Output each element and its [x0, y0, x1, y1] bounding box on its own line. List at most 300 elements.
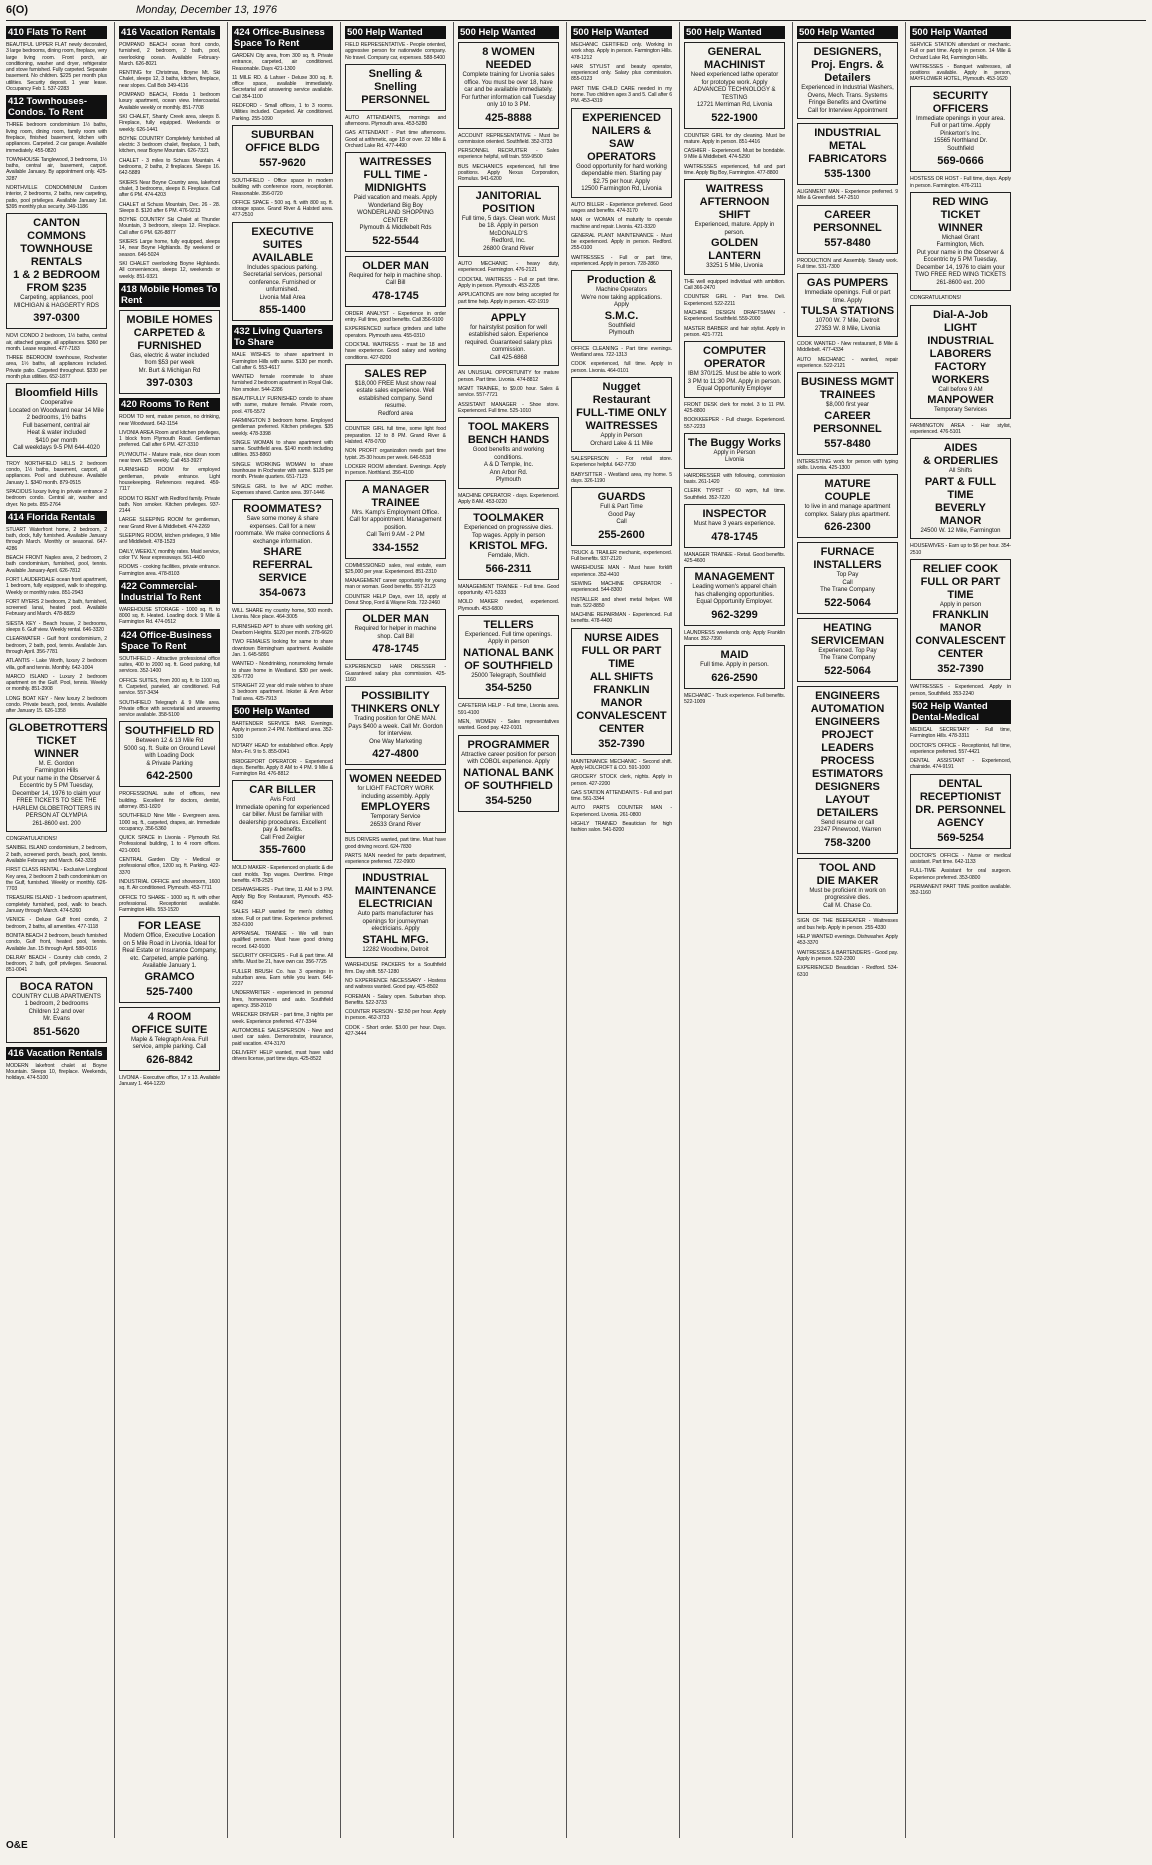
classified-ad: COMMISSIONED sales, real estate, earn $25,000 per year. Experienced. 851-2310 [345, 562, 446, 575]
ad-line: Call weekdays 9-5 PM 644-4020 [13, 445, 100, 452]
classified-ad: ATLANTIS - Lake Worth, luxury 2 bedroom villa, golf and tennis. Monthly. 642-1004 [6, 658, 107, 671]
classified-ad: NOVI CONDO 2 bedroom, 1½ baths, central air, attached garage, all appliances. $360 per month. Lease required. 477-7183 [6, 333, 107, 352]
display-ad [910, 86, 1011, 173]
ad-line: Call 425-6868 [489, 354, 528, 361]
ad-line: ENGINEERS [815, 689, 880, 702]
display-ad [684, 179, 785, 275]
ad-line: OLDER MAN [362, 613, 429, 626]
classified-ad: POMPANO BEACH, Florida 1 bedroom luxury apartment, ocean view. Intercoastal. Available weekly or monthly. 851-7708 [119, 92, 220, 111]
classified-ad: TROY NORTHFIELD HILLS 2 bedroom condo, 1½ baths, basement, carport, all appliances. Pool and clubhouse. Available January 1. $340 month. 879-0515 [6, 460, 107, 486]
ad-line: 15565 Northland Dr. [933, 138, 988, 145]
classified-ad: CHALET at Schuss Mountain, Dec. 26 - 28. Sleeps 8. $120 after 6 PM. 476-9213 [119, 201, 220, 214]
classified-ad: GROCERY STOCK clerk, nights. Apply in person. 427-2200 [571, 774, 672, 787]
classified-ad: CENTRAL Garden City - Medical or professional office, 1200 sq. ft. Parking. 422-3370 [119, 857, 220, 876]
classified-ad: TREASURE ISLAND - 1 bedroom apartment, completely furnished, pool, walk to beach. January through March. 474-5260 [6, 895, 107, 915]
ad-line: FROM $235 [26, 282, 87, 295]
ad-line: COUNTRY CLUB APARTMENTS [12, 993, 101, 1000]
classified-ad: SINGLE WOMAN to share apartment with same. Southfield area. $140 month including utilities. 353-8860 [232, 439, 333, 459]
ad-line: for LIGHT FACTORY WORK including assembly. Apply [357, 786, 434, 800]
column-divider [679, 22, 680, 1838]
display-ad [684, 645, 785, 689]
display-ad [232, 125, 333, 174]
ad-phone: 758-3200 [824, 836, 871, 849]
ad-phone: 569-0666 [937, 155, 984, 168]
display-ad [232, 499, 333, 604]
classified-ad: MARCO ISLAND - Luxury 2 bedroom apartment on the Gulf. Pool, tennis. Weekly or monthly. 851-3908 [6, 673, 107, 693]
ad-line: Call before 9 AM [938, 386, 983, 393]
ad-line: CANTON COMMONS [27, 217, 86, 243]
display-ad [458, 42, 559, 129]
ad-phone: 427-4800 [372, 748, 419, 761]
ad-line: The Trane Company [820, 587, 875, 594]
classified-ad: NON PROFIT organization needs part time typist. 25-30 hours per week. 646-5518 [345, 448, 446, 461]
display-ad [345, 480, 446, 559]
classified-ad: LAUNDRESS weekends only. Apply Franklin Manor. 352-7390 [684, 629, 785, 642]
ad-line: FOR LEASE [138, 920, 201, 933]
ad-line: Maple & Telegraph Area. Full service, ample parking. Call [131, 1036, 208, 1051]
classified-column [910, 24, 1011, 1834]
ad-phone: 522-5064 [824, 664, 871, 677]
ad-line: Immediate opening for experienced car biller. Must be familiar with dealership procedures. Excellent pay & benefits. [235, 804, 330, 834]
classified-ad: 11 MILE RD. & Lahser - Deluxe 300 sq. ft. office space, available immediately. Secretarial and answering service available. Call 354-1100 [232, 74, 333, 100]
ad-line: TELLERS [483, 618, 534, 631]
ad-line: NAILERS & [591, 124, 652, 137]
ad-line: DESIGNERS, Proj. Engrs. & Detailers [811, 46, 884, 84]
ad-line: HEATING [823, 621, 872, 634]
classified-ad: REDFORD - Small offices, 1 to 3 rooms. Utilities included. Carpeted. Air conditioned. Parking. 255-1090 [232, 103, 333, 122]
ad-phone: 522-5064 [824, 596, 871, 609]
section-heading: 500 Help Wanted [797, 26, 898, 39]
ad-line: FABRICATORS [808, 153, 887, 165]
classified-ad: BEACH FRONT Naples area, 2 bedroom, 2 bath condominium, furnished, pool, tennis. Available January-April. 626-7812 [6, 555, 107, 574]
classified-ad: ALIGNMENT MAN - Experience preferred. 9 Mile & Greenfield. 547-2510 [797, 189, 898, 202]
ad-line: Mr. Burt & Michigan Rd [138, 367, 201, 374]
classified-ad: FOREMAN - Salary open. Suburban shop. Benefits. 522-3733 [345, 993, 446, 1006]
ad-line: Immediate openings. Full or part time. Apply [804, 290, 891, 304]
ad-phone: 557-8480 [824, 437, 871, 450]
ad-line: KRISTOL MFG. [469, 540, 548, 553]
classified-ad: OFFICE SUITES, from 200 sq. ft. to 1100 sq. ft. Carpeted, paneled, air conditioned. Full service. 557-3434 [119, 677, 220, 697]
section-heading: 414 Florida Rentals [6, 511, 107, 524]
ad-phone: 478-1745 [372, 643, 419, 656]
ad-line: FRANKLIN MANOR [593, 683, 650, 709]
ad-phone: 569-5254 [937, 831, 984, 844]
display-ad [6, 213, 107, 329]
ad-line: BOCA RATON [19, 980, 94, 993]
display-ad [458, 186, 559, 258]
classified-ad: PART TIME CHILD CARE needed in my home. Two children ages 3 and 5. Call after 6 PM. 453-4319 [571, 85, 672, 105]
ad-line: OF SOUTHFIELD [464, 659, 553, 672]
classified-ad: HAIRDRESSER with following, commission basis. 261-1420 [684, 472, 785, 486]
classified-ad: SEWING MACHINE OPERATOR - experienced. 544-8300 [571, 580, 672, 594]
classified-ad: FULL-TIME Assistant for oral surgeon. Experience preferred. 353-0800 [910, 868, 1011, 881]
classified-ad: BOYNE COUNTRY Completely furnished all electric 3 bedroom chalet, fireplace, 1 bath, kitchen, near Boyne Mountain. 626-7321 [119, 135, 220, 155]
classified-ad: WANTED female roommate to share furnished 2 bedroom apartment in Royal Oak. Non smoker. 544-2286 [232, 374, 333, 393]
ad-line: FRANKLIN MANOR [932, 609, 989, 635]
column-divider [453, 22, 454, 1838]
classified-ad: FIELD REPRESENTATIVE - People oriented, aggressive person for nationwide company. No travel. Company car, expenses. 588-5400 [345, 42, 446, 61]
display-ad [458, 615, 559, 700]
classified-ad: SOUTHFIELD - Office space in modern building with conference room, receptionist. Reasonable. 356-0720 [232, 177, 333, 197]
ad-line: Leading women's apparel chain has challenging opportunities. Equal Opportunity Employer. [692, 584, 777, 606]
ad-line: Immediate openings in your area. Full or part time. Apply [915, 115, 1006, 130]
ad-line: Experienced. Full time openings. Apply in person [464, 631, 553, 646]
ad-line: Experienced on progressive dies. Top wages. Apply in person [464, 525, 553, 539]
issue-date: Monday, December 13, 1976 [136, 4, 278, 16]
column-divider [227, 22, 228, 1838]
classified-ad: APPRAISAL TRAINEE - We will train qualified person. Must have good driving record. 642-9100 [232, 931, 333, 950]
classified-ad: COUNTER PERSON - $2.50 per hour. Apply in person. 462-3733 [345, 1009, 446, 1022]
ad-line: SOUTHFIELD RD [124, 725, 215, 738]
ad-line: Must be proficient in work on progressive dies. [809, 887, 886, 902]
ad-line: Livonia [724, 457, 744, 464]
classified-ad: COUNTER GIRL - Part time. Deli. Experienced. 522-2211 [684, 294, 785, 307]
ad-line: Ferndale, Mich. [487, 553, 530, 560]
ad-line: Farmington Hills [34, 768, 79, 775]
ad-line: Apply in person [939, 601, 982, 608]
classified-column [458, 24, 559, 1834]
ad-line: NATIONAL BANK [463, 766, 554, 779]
display-ad [571, 487, 672, 546]
ad-line: PROCESS ESTIMATORS [811, 754, 884, 780]
ad-line: MAINTENANCE [354, 885, 437, 898]
ad-line: TOOLMAKER [473, 512, 544, 525]
ad-line: TICKET [940, 208, 981, 221]
ad-line: PROJECT LEADERS [821, 728, 874, 754]
ad-line: FACTORY WORKERS [931, 360, 990, 386]
ad-line: 2 bedrooms, 1½ baths [26, 415, 87, 422]
classified-ad: WAITRESSES experienced, full and part time. Apply Big Boy, Farmington. 477-8800 [684, 163, 785, 176]
ad-line: ROOMMATES? [243, 503, 322, 516]
classified-column [684, 24, 785, 1834]
ad-line: Dial-A-Job [933, 308, 988, 321]
ad-line: Pinkerton's Inc. [940, 130, 981, 137]
classified-ad: SIESTA KEY - Beach house, 2 bedrooms, sleeps 6. Gulf view. Weekly rental. 646-3320 [6, 620, 107, 634]
ad-phone: 522-1900 [711, 111, 758, 124]
classified-ad: WILL SHARE my country home, 500 month. Livonia. Nice place. 464-3005 [232, 608, 333, 621]
classified-ad: SPACIOUS luxury living in private entrance 2 bedroom condo. Central air, washer and dryer. No pets. 855-2764 [6, 489, 107, 508]
ad-line: Save some money & share expenses. Call for a new roommate. We make connections & exchange information. [235, 516, 330, 545]
classified-ad: ROOM TO RENT with Redford family. Private bath. Non smoker. Kitchen privileges. 937-2144 [119, 495, 220, 515]
classified-ad: WAITRESSES & BARTENDERS - Good pay. Apply in person. 522-2300 [797, 949, 898, 962]
ad-line: One Way Marketing [369, 738, 422, 745]
classified-ad: SKIERS Near Boyne Country area, lakefront chalet, 3 bedrooms, sleeps 8. Fireplace. Call after 6 PM. 474-4203 [119, 179, 220, 199]
classified-ad: SKIERS Large home, fully equipped, sleeps 14, near Boyne Highlands. By weekend or season. 646-5024 [119, 239, 220, 258]
classified-ad: DOCTOR'S OFFICE - Nurse or medical assistant. Part time. 642-1133 [910, 852, 1011, 866]
classified-ad: OFFICE SPACE - 500 sq. ft. with 800 sq. ft. storage space. Grand River & Halsted area. 477-2510 [232, 199, 333, 219]
ad-line: $18,000 FREE Must show real estate sales experience. Well established company. Send resume. [354, 380, 437, 410]
ad-line: INSPECTOR [702, 508, 767, 521]
ad-line: EMPLOYERS [360, 801, 431, 814]
classified-ad: EXPERIENCED Beautician - Redford. 534-6310 [797, 965, 898, 978]
ad-line: $410 per month [35, 437, 78, 444]
classified-ad: MALE WISHES to share apartment in Farmington Hills with same. $130 per month. Call after 6. 553-4617 [232, 352, 333, 371]
classified-ad: BUS DRIVERS wanted, part time. Must have good driving record. 624-7830 [345, 837, 446, 850]
ad-line: LIGHT INDUSTRIAL [927, 321, 994, 347]
ad-line: Full basement, central air [22, 422, 91, 429]
section-heading: 422 Commercial-Industrial To Rent [119, 580, 220, 604]
ad-line: OLDER MAN [362, 259, 429, 272]
ad-line: RELIEF COOK [922, 562, 999, 575]
display-ad [232, 222, 333, 322]
ad-line: & Private Parking [146, 760, 193, 767]
ad-line: TOWNHOUSE RENTALS [20, 243, 93, 269]
classified-ad: BOOKKEEPER - Full charge. Experienced. 557-2233 [684, 417, 785, 430]
classified-ad: FRONT DESK clerk for motel. 3 to 11 PM. 425-8800 [684, 401, 785, 414]
column-divider [566, 22, 567, 1838]
ad-line: with Loading Dock [144, 753, 195, 760]
classified-ad: LIVONIA AREA Room and kitchen privileges, 1 block from Plymouth Road. Gentleman preferred. Call after 6 PM. 427-3310 [119, 429, 220, 449]
ad-line: Machine Operators [595, 287, 648, 294]
ad-line: Trading position for ONE MAN. Pays $400 a week. Call Mr. Gordon for interview. [348, 716, 443, 738]
display-ad [345, 609, 446, 660]
ad-line: REFERRAL SERVICE [252, 559, 313, 585]
ad-line: INDUSTRIAL [362, 872, 429, 885]
ad-line: A & D Temple, Inc. [483, 462, 534, 469]
ad-line: PERSONNEL [361, 93, 430, 106]
classified-column [345, 24, 446, 1834]
classified-ad: CLEARWATER - Gulf front condominium, 2 bedroom, 2 bath, pool, tennis. Available Jan. through April. 356-7781 [6, 636, 107, 655]
ad-line: 12282 Woodbine, Detroit [362, 946, 429, 953]
ad-line: Good opportunity for hard working dependable men. Starting pay $2.75 per hour. Apply [576, 163, 667, 185]
ad-line: ADVANCED TECHNOLOGY & TESTING [693, 87, 776, 101]
classified-ad: COCKTAIL WAITRESS - must be 18 and have experience. Good salary and working conditions. 427-8200 [345, 342, 446, 361]
ad-line: TOOL AND [819, 861, 876, 874]
ad-line: Redford area [377, 410, 414, 417]
ad-line: ELECTRICIAN [358, 898, 433, 911]
ad-line: WAITRESS [705, 183, 764, 196]
ad-line: A MANAGER TRAINEE [361, 483, 430, 509]
classified-ad: WAREHOUSE STORAGE - 1000 sq. ft. to 8000 sq. ft. Heated. Loading dock. 9 Mile & Farmington Rd. 474-0512 [119, 606, 220, 626]
classified-ad: COUNTER GIRL for dry cleaning. Must be mature. Apply in person. 851-4416 [684, 132, 785, 145]
classified-ad: PERMANENT PART TIME position available. 352-1160 [910, 883, 1011, 897]
display-ad [571, 108, 672, 198]
classified-ad: PROFESSIONAL suite of offices, new building. Excellent for doctors, dentist, attorney. 851-1820 [119, 791, 220, 810]
ad-line: Children 12 and over [28, 1008, 85, 1015]
ad-line: Southfield [947, 145, 974, 152]
ad-line: INSTALLERS [813, 559, 882, 572]
display-ad [684, 341, 785, 398]
section-heading: 500 Help Wanted [345, 26, 446, 39]
classified-ad: FULLER BRUSH Co. has 3 openings in suburban area. Earn while you learn. 646-2227 [232, 968, 333, 988]
display-ad [684, 504, 785, 548]
ad-line: Orchard Lake & 11 Mile [590, 440, 653, 447]
ad-line: Apply in Person [600, 433, 643, 440]
classified-ad: THREE bedroom condominium 1½ baths, living room, dining room, family room with fireplace, finished basement, kitchen with appliances. Carpeted. 2 car garage. Available immediately. 455-0820 [6, 122, 107, 154]
ad-line: Call Terri 9 AM - 2 PM [366, 532, 425, 539]
classified-ad: MOLD MAKER - Experienced on plastic & die cast molds. Top wages. Overtime. Fringe benefits. 478-2525 [232, 865, 333, 885]
ad-line: Paid vacation and meals. Apply [353, 195, 438, 202]
classified-ad: CHALET - 3 miles to Schuss Mountain. 4 bedrooms, 2 baths, 2 fireplaces. Sleeps 16. 642-5889 [119, 157, 220, 177]
section-heading: 500 Help Wanted [571, 26, 672, 39]
section-heading: 500 Help Wanted [910, 26, 1011, 39]
classified-ad: SOUTHFIELD - Attractive professional office suites, 400 to 2000 sq. ft. Good parking, full services. 352-1400 [119, 655, 220, 675]
ad-phone: 626-8842 [146, 1053, 193, 1066]
ad-line: from $53 per week [144, 360, 195, 367]
classified-ad: HAIR STYLIST and beauty operator, experienced only. Salary plus commission. 855-0123 [571, 63, 672, 83]
ad-line: Full time. Apply in person. [700, 662, 769, 669]
display-ad [345, 364, 446, 423]
classified-ad: INDUSTRIAL OFFICE and showroom, 1600 sq. ft. Air conditioned. Plymouth. 453-7711 [119, 878, 220, 892]
ad-line: STAHL MFG. [362, 933, 429, 946]
classified-ad: LARGE SLEEPING ROOM for gentleman, near Grand River & Middlebelt. 474-2269 [119, 517, 220, 530]
ad-line: Cooperative [40, 400, 73, 407]
classified-ad: TRUCK & TRAILER mechanic, experienced. Full benefits. 937-2120 [571, 549, 672, 563]
ad-line: Livonia Mall Area [259, 294, 306, 301]
classified-ad: ROOM TO rent, mature person, no drinking, near Woodward. 642-1154 [119, 414, 220, 427]
ad-line: to live in and manage apartment complex. Salary plus apartment. [804, 504, 891, 518]
display-ad [797, 474, 898, 538]
display-ad [797, 542, 898, 614]
section-heading: 500 Help Wanted [232, 705, 333, 718]
classified-ad: BRIDGEPORT OPERATOR - Experienced days. Benefits. Apply 8 AM to 4 PM. 9 Mile & Farmington Rd. 476-8812 [232, 758, 333, 778]
section-heading: 416 Vacation Rentals [119, 26, 220, 39]
ad-phone: 557-8480 [824, 236, 871, 249]
ad-line: PROGRAMMER [467, 738, 550, 751]
classified-ad: WAREHOUSE MAN - Must have forklift experience. 352-4410 [571, 565, 672, 578]
ad-line: The Buggy Works [687, 436, 782, 449]
classified-ad: CLERK TYPIST - 60 wpm, full time. Southfield. 352-7220 [684, 488, 785, 501]
ad-line: DETAILERS [816, 806, 879, 819]
classified-ad: TWO FEMALES looking for same to share downtown Birmingham apartment. Available Jan. 1. 645-5891 [232, 639, 333, 658]
ad-phone: 255-2600 [598, 528, 645, 541]
ad-line: 25000 Telegraph, Southfield [471, 672, 546, 679]
ad-line: WINNER [34, 747, 79, 760]
classified-ad: INTERESTING work for person with typing skills. Livonia. 425-1300 [797, 458, 898, 472]
ad-line: Plymouth [608, 330, 634, 337]
ad-line: WONDERLAND SHOPPING CENTER [357, 210, 434, 224]
ad-line: Apply in Person [713, 449, 756, 456]
display-ad [458, 508, 559, 580]
classified-ad: COUNTER HELP Days, over 18, apply at Donut Shop, Ford & Wayne Rds. 722-2460 [345, 593, 446, 607]
ad-line: CONVALESCENT CENTER [915, 635, 1006, 661]
ad-line: AUTOMATION ENGINEERS [810, 702, 885, 728]
classified-ad: MAN or WOMAN of maturity to operate machine and repair. Livonia. 421-3320 [571, 217, 672, 230]
classified-ad: BONITA BEACH 2 bedroom, beach furnished condo, Gulf front, heated pool, tennis. Available Jan. 15 through April. 588-0016 [6, 932, 107, 952]
ad-phone: 354-5250 [485, 682, 532, 695]
ad-line: Put your name in the Observer & Eccentric by 5 PM Tuesday, December 14, 1976 to claim your FREE TICKETS TO SEE THE HARLEM GLOBETROTTERS IN PERSON AT OLYMPIA [12, 775, 101, 820]
column-divider [905, 22, 906, 1838]
classified-ad: BUS MECHANICS experienced, full time positions. Apply Nexus Corporation, Romulus. 941-6200 [458, 163, 559, 183]
display-ad [119, 1007, 220, 1071]
ad-phone: 566-2311 [485, 562, 532, 575]
classified-ad: WAITRESSES - Banquet waitresses, all positions available. Apply in person, MAYFLOWER HOTEL, Plymouth. 453-1620 [910, 63, 1011, 83]
classified-ad: MGMT TRAINEE, to $9.00 hour. Sales & service. 557-7721 [458, 385, 559, 399]
classified-ad: LOCKER ROOM attendant. Evenings. Apply in person. Northland. 356-4100 [345, 463, 446, 477]
ad-line: Bloomfield Hills [14, 387, 99, 400]
ad-line: Temporary Service [370, 814, 421, 821]
ad-line: LABORERS [929, 347, 992, 360]
classified-ad: FORT LAUDERDALE ocean front apartment, 1 bedroom, fully equipped, walk to shopping. Weekly or monthly rates. 851-2943 [6, 576, 107, 596]
classified-ad: COOK WANTED - New restaurant, 8 Mile & Middlebelt. 477-4334 [797, 341, 898, 354]
display-ad [345, 769, 446, 833]
ad-line: MAID [720, 649, 749, 662]
ad-phone: 626-2300 [824, 521, 871, 534]
classified-column [6, 24, 107, 1834]
classified-ad: NOTARY HEAD for established office. Apply Mon.-Fri. 9 to 5. 855-0041 [232, 742, 333, 756]
ad-line: GENERAL MACHINIST [703, 46, 766, 71]
ad-line: 8 WOMEN NEEDED [482, 46, 535, 71]
display-ad [6, 383, 107, 457]
ad-line: SHARE [263, 546, 302, 559]
ad-line: 27353 W. 8 Mile, Livonia [814, 325, 881, 332]
ad-line: Gas, electric & water included [129, 352, 210, 359]
column-divider [340, 22, 341, 1838]
classified-ad: QUICK SPACE in Livonia - Plymouth Rd. Professional building, 1 to 4 room offices. 421-0001 [119, 835, 220, 854]
ad-line: McDONALD'S [489, 230, 528, 237]
classified-ad: MAINTENANCE MECHANIC - Second shift. Apply HOLCROFT & CO. 591-1000 [571, 758, 672, 771]
ad-line: GRAMCO [144, 970, 195, 983]
ad-line: GLOBETROTTERS [9, 721, 107, 734]
ad-line: Mrs. Kamp's Employment Office. Call for appointment. Management position. [349, 509, 442, 531]
ad-line: MOBILE HOMES [126, 313, 213, 326]
ad-line: POSITION [482, 202, 535, 215]
ad-line: CAREER PERSONNEL [813, 208, 882, 234]
ad-line: GAS PUMPERS [806, 277, 889, 290]
classified-ad: FARMINGTON AREA - Hair stylist, experienced. 476-5101 [910, 422, 1011, 435]
classified-ad: DELIVERY HELP wanted, must have valid drivers license, part time days. 425-8522 [232, 1049, 333, 1063]
ad-line: DR. PERSONNEL AGENCY [915, 803, 1006, 829]
ad-line: NURSE AIDES [584, 631, 659, 644]
classified-ad: APPLICATIONS are now being accepted for part time help. Apply in person. 422-1919 [458, 292, 559, 305]
classified-ad: AUTO MECHANIC - wanted, repair experience. 522-2121 [797, 356, 898, 370]
display-ad [797, 205, 898, 254]
ad-line: DENTAL RECEPTIONIST [919, 777, 1002, 803]
page-number: 6(O) [6, 4, 28, 16]
classified-ad: WAREHOUSE PACKERS for a Southfield firm. Day shift. 557-1280 [345, 962, 446, 975]
classified-ad: POMPANO BEACH ocean front condo, furnished, 2 bedroom, 2 bath, pool, overlooking ocean. Available February-March. 626-8021 [119, 42, 220, 67]
ad-line: SUBURBAN OFFICE BLDG [245, 128, 320, 154]
ad-line: GUARDS [597, 491, 646, 504]
classified-ad: WAITRESSES - Full or part time, experienced. Apply in person. 728-2860 [571, 254, 672, 268]
classified-ad: PARTS MAN needed for parts department, experience preferred. 722-0900 [345, 852, 446, 866]
ad-line: $8,000 first year [825, 402, 870, 409]
section-heading: 500 Help Wanted [458, 26, 559, 39]
section-heading: 416 Vacation Rentals [6, 1047, 107, 1060]
classified-ad: BARTENDER SERVICE BAR. Evenings. Apply in person 2-4 PM. Northland area. 352-5100 [232, 721, 333, 740]
ad-line: Modern Office, Executive Location on 5 Mile Road in Livonia. Ideal for Real Estate or Insurance Company, etc. Carpeted, ample parking. Available January 1. [122, 933, 217, 970]
ad-line: Heat & water included [27, 430, 86, 437]
classified-ad: DENTAL ASSISTANT - Experienced, chairside. 474-9191 [910, 758, 1011, 771]
classified-ad: BOYNE COUNTRY Ski Chalet at Thunder Mountain, 3 bedroom, sleeps 12. Fireplace. Call after 6 PM. 626-8877 [119, 217, 220, 236]
ad-line: POSSIBILITY THINKERS ONLY [351, 690, 440, 716]
section-heading: 420 Rooms To Rent [119, 398, 220, 411]
classified-ad: DAILY, WEEKLY, monthly rates. Maid service, color TV. Near expressways. 561-4400 [119, 548, 220, 561]
display-ad [6, 718, 107, 833]
ad-line: 26533 Grand River [370, 821, 421, 828]
header-rule [6, 20, 1146, 21]
classified-ad: AUTO PARTS COUNTER MAN - Experienced. Livonia. 261-0800 [571, 805, 672, 818]
classified-ad: CONGRATULATIONS! [6, 836, 57, 843]
ad-line: Farmington, Mich. [936, 242, 985, 249]
classified-ad: HELP WANTED evenings. Dishwasher. Apply 453-3370 [797, 934, 898, 947]
classified-ad: LIVONIA - Executive office, 17 x 13. Available January 1. 464-1220 [119, 1074, 220, 1088]
ad-line: MANAGEMENT [694, 571, 775, 584]
ad-line: Good benefits and working conditions. [472, 447, 545, 461]
ad-phone: 397-0300 [33, 312, 80, 325]
ad-line: CAREER PERSONNEL [813, 409, 882, 435]
ad-line: MANPOWER [927, 394, 994, 407]
ad-line: GOLDEN LANTERN [708, 237, 761, 263]
classified-ad: ACCOUNT REPRESENTATIVE - Must be commission oriented. Southfield. 352-3733 [458, 132, 559, 145]
classified-column [571, 24, 672, 1834]
ad-line: WINNER [938, 221, 983, 234]
classified-ad: AUTO MECHANIC - heavy duty, experienced. Farmington. 476-2121 [458, 261, 559, 274]
classified-ad: GARDEN City area, from 300 sq. ft. Private entrance, carpeted, air conditioned. Reasonable. Days 421-1300 [232, 53, 333, 72]
ad-line: 10700 W. 7 Mile, Detroit [815, 318, 880, 325]
display-ad [119, 916, 220, 1003]
classified-ad: GENERAL PLANT MAINTENANCE - Must be experienced. Apply in person. Redford. 255-0100 [571, 232, 672, 252]
